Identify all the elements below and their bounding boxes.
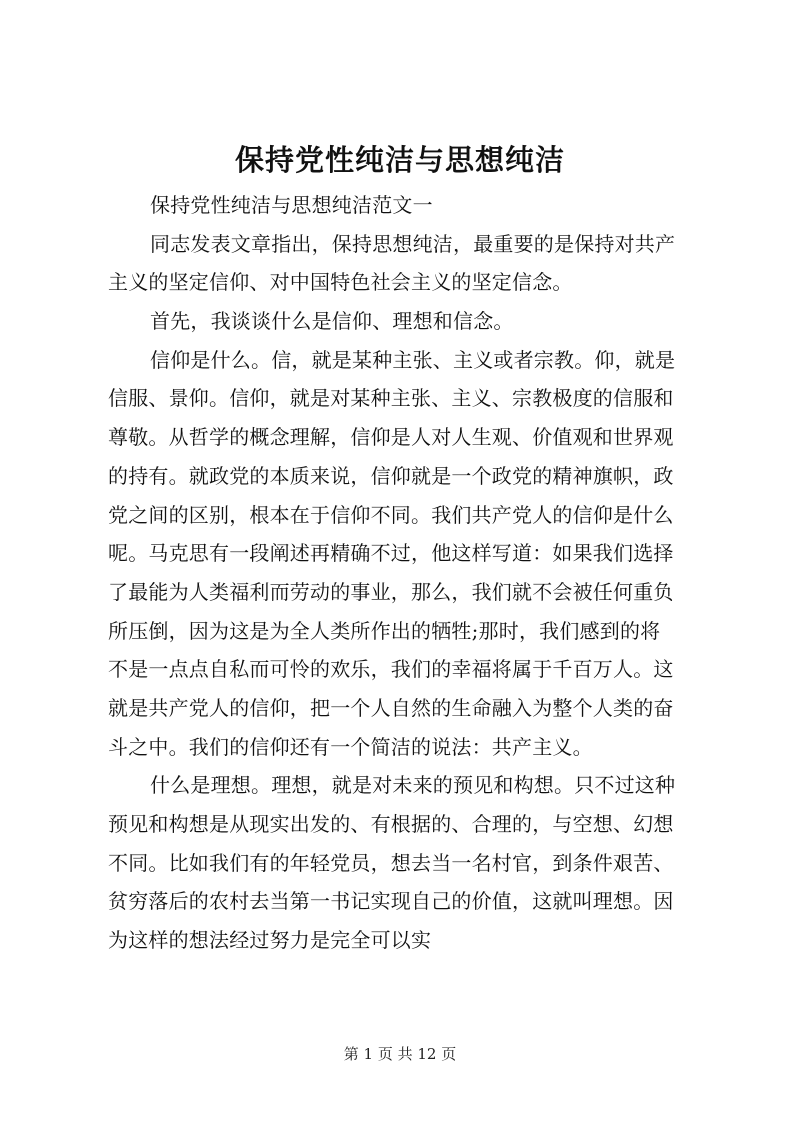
body-line: 斗之中。我们的信仰还有一个简洁的说法：共产主义。 (108, 734, 593, 759)
body-line: 保持党性纯洁与思想纯洁范文一 (150, 193, 433, 217)
body-line: 信仰是什么。信，就是某种主张、主义或者宗教。仰，就是 (150, 347, 676, 372)
body-line: 主义的坚定信仰、对中国特色社会主义的坚定信念。 (108, 270, 573, 295)
document-body (108, 186, 698, 960)
body-line: 预见和构想是从现实出发的、有根据的、合理的，与空想、幻想 (108, 812, 674, 836)
body-line: 了最能为人类福利而劳动的事业，那么，我们就不会被任何重负 (108, 579, 674, 604)
body-line: 信服、景仰。信仰，就是对某种主张、主义、宗教极度的信服和 (108, 386, 674, 411)
body-line: 尊敬。从哲学的概念理解，信仰是人对人生观、价值观和世界观 (108, 425, 674, 450)
body-line: 贫穷落后的农村去当第一书记实现自己的价值，这就叫理想。因 (108, 889, 674, 914)
body-line: 同志发表文章指出，保持思想纯洁，最重要的是保持对共产 (150, 231, 676, 256)
page-number: 第 1 页 共 12 页 (343, 1045, 457, 1063)
body-line: 首先，我谈谈什么是信仰、理想和信念。 (150, 309, 514, 334)
body-line: 的持有。就政党的本质来说，信仰就是一个政党的精神旗帜，政 (108, 463, 674, 488)
body-line: 什么是理想。理想，就是对未来的预见和构想。只不过这种 (150, 773, 676, 798)
page-footer (0, 1044, 800, 1064)
body-line: 党之间的区别，根本在于信仰不同。我们共产党人的信仰是什么 (108, 502, 674, 527)
body-line: 为这样的想法经过努力是完全可以实 (108, 928, 432, 953)
body-line: 所压倒，因为这是为全人类所作出的牺牲;那时，我们感到的将 (108, 618, 661, 643)
body-line: 不同。比如我们有的年轻党员，想去当一名村官，到条件艰苦、 (108, 850, 674, 875)
body-line: 就是共产党人的信仰，把一个人自然的生命融入为整个人类的奋 (108, 695, 674, 720)
document-title: 保持党性纯洁与思想纯洁 (234, 143, 565, 177)
body-line: 呢。马克思有一段阐述再精确不过，他这样写道：如果我们选择 (108, 541, 674, 566)
body-line: 不是一点点自私而可怜的欢乐，我们的幸福将属于千百万人。这 (108, 657, 674, 682)
